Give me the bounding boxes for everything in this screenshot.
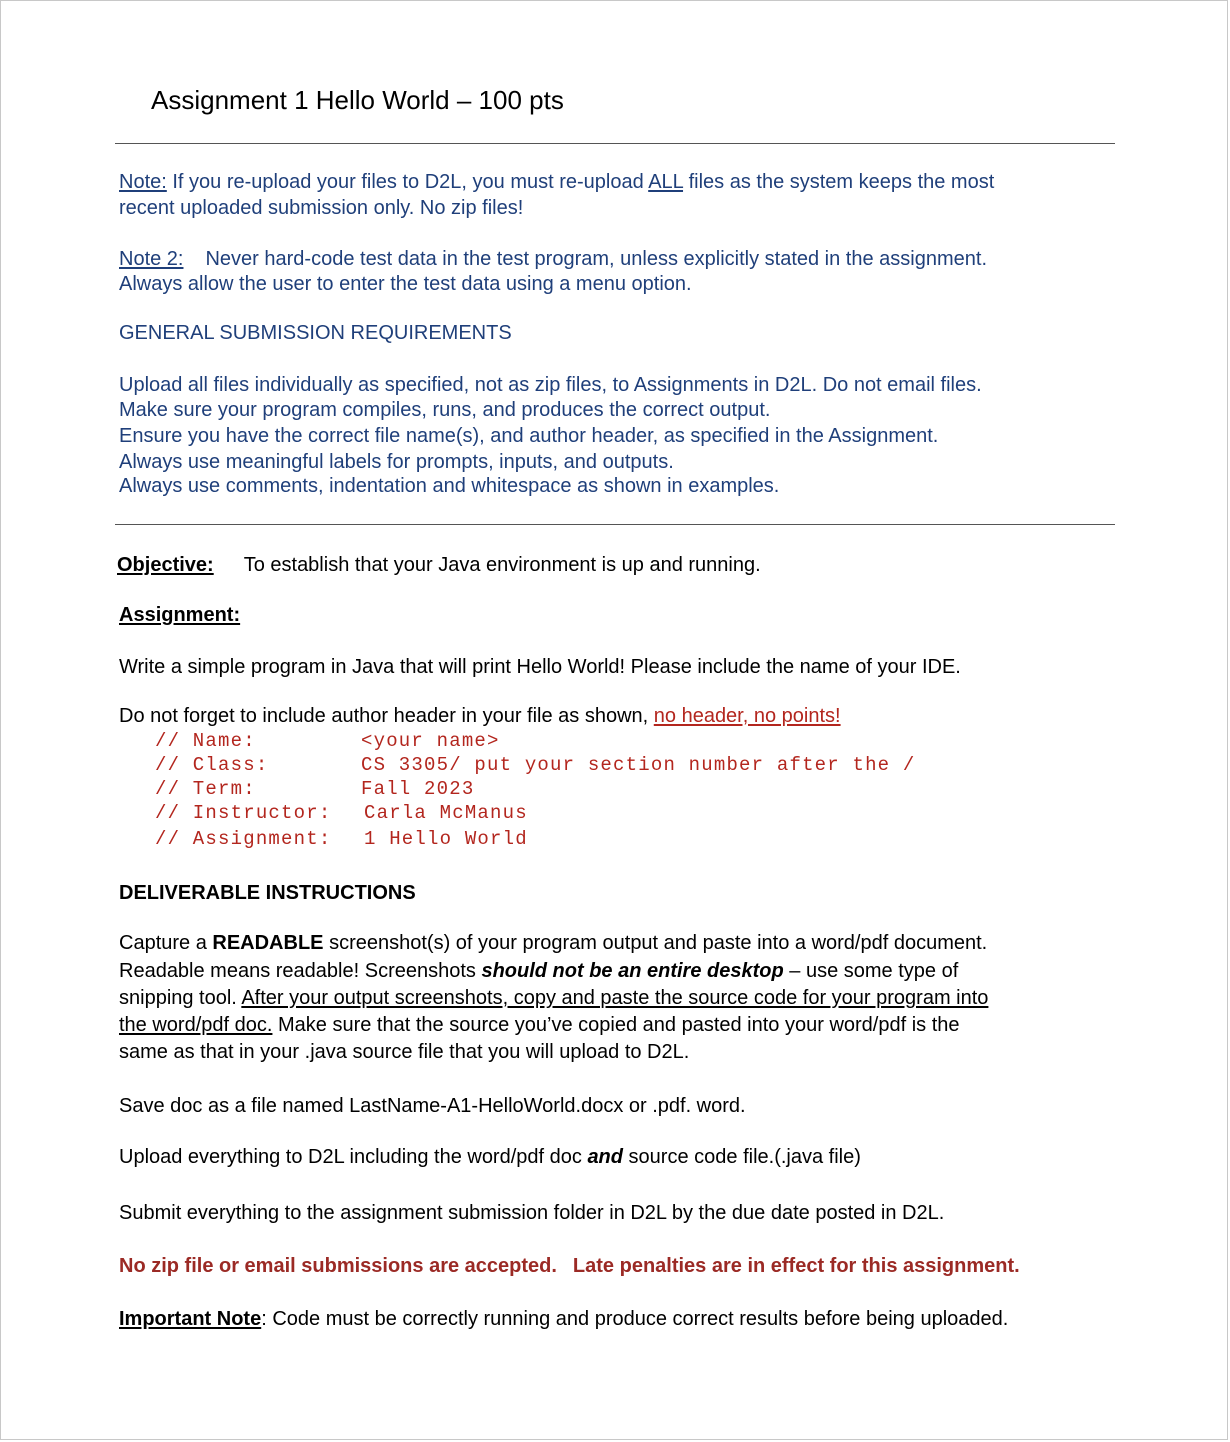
code-value: <your name> [361, 730, 500, 752]
deliverable-text: source code file.(.java file) [623, 1146, 861, 1168]
code-value: Carla McManus [364, 802, 528, 824]
code-line [155, 753, 955, 777]
objective-text: To establish that your Java environment is up and running. [243, 554, 761, 576]
source-code-instruction-end: the word/pdf doc. [119, 1014, 273, 1036]
general-item: Make sure your program compiles, runs, and produces the correct output. [119, 399, 771, 421]
note-2-text: Never hard-code test data in the test program, unless explicitly stated in the assignment. [205, 248, 987, 270]
page-title: Assignment 1 Hello World – 100 pts [151, 85, 564, 115]
deliverable-text: Upload everything to D2L including the word/pdf doc [119, 1146, 588, 1168]
code-key: // Name: [155, 730, 256, 752]
note-2 [119, 247, 987, 272]
objective [117, 552, 761, 579]
important-note [119, 1306, 1008, 1333]
header-warning: no header, no points! [653, 705, 841, 727]
general-item: Ensure you have the correct file name(s), and author header, as specified in the Assignment. [119, 425, 939, 447]
late-penalty-warning: Late penalties are in effect for this assignment. [572, 1255, 1020, 1277]
general-item: Always use meaningful labels for prompts, inputs, and outputs. [119, 451, 674, 473]
upload-instruction [119, 1144, 861, 1171]
note-2-label: Note 2: [119, 248, 184, 270]
source-code-instruction: After your output screenshots, copy and paste the source code for your program into [241, 987, 989, 1009]
note-1-label: Note: [119, 171, 167, 193]
deliverable-text: snipping tool. [119, 987, 242, 1009]
deliverable-heading: DELIVERABLE INSTRUCTIONS [119, 882, 416, 904]
important-note-label: Important Note [119, 1308, 262, 1330]
important-note-text: : Code must be correctly running and produce correct results before being uploaded. [261, 1308, 1009, 1330]
assignment-label: Assignment: [119, 604, 241, 626]
code-line [155, 801, 955, 825]
deliverable-line-4 [119, 1012, 960, 1039]
code-line [155, 729, 955, 753]
deliverable-line-3 [119, 985, 988, 1012]
deliverable-line-1 [119, 930, 987, 957]
readable-emphasis: READABLE [212, 932, 324, 954]
and-emphasis: and [587, 1146, 623, 1168]
save-instruction: Save doc as a file named LastName-A1-HelloWorld.docx or .pdf. word. [119, 1095, 746, 1117]
top-divider [115, 143, 1115, 144]
general-heading: GENERAL SUBMISSION REQUIREMENTS [119, 322, 512, 344]
deliverable-text: Capture a [119, 932, 213, 954]
note-1 [119, 170, 994, 195]
code-key: // Class: [155, 754, 269, 776]
submit-instruction: Submit everything to the assignment submission folder in D2L by the due date posted in D2L. [119, 1202, 945, 1224]
code-value: 1 Hello World [364, 828, 528, 850]
no-zip-warning: No zip file or email submissions are accepted. [119, 1255, 557, 1277]
objective-label: Objective: [117, 554, 214, 576]
note-1-text-b: files as the system keeps the most [683, 171, 995, 193]
code-line [155, 777, 955, 801]
deliverable-line-5: same as that in your .java source file that you will upload to D2L. [119, 1041, 690, 1063]
assignment-text: Write a simple program in Java that will print Hello World! Please include the name of your IDE. [119, 656, 961, 678]
deliverable-text: – use some type of [783, 960, 959, 982]
note-2-line-2: Always allow the user to enter the test data using a menu option. [119, 273, 692, 295]
header-intro [119, 703, 841, 730]
middle-divider [115, 524, 1115, 525]
deliverable-text: Readable means readable! Screenshots [119, 960, 482, 982]
code-key: // Instructor: [155, 802, 332, 824]
note-1-all: ALL [648, 171, 684, 193]
code-value: Fall 2023 [361, 778, 475, 800]
header-intro-text: Do not forget to include author header in your file as shown, [119, 705, 654, 727]
deliverable-line-2 [119, 958, 958, 985]
author-header-code [155, 729, 955, 853]
general-item: Upload all files individually as specified, not as zip files, to Assignments in D2L. Do not email files. [119, 374, 982, 396]
code-line [155, 827, 955, 851]
code-value: CS 3305/ put your section number after the / [361, 754, 916, 776]
note-1-text-a: If you re-upload your files to D2L, you must re-upload [166, 171, 649, 193]
desktop-emphasis: should not be an entire desktop [481, 960, 784, 982]
code-key: // Term: [155, 778, 256, 800]
general-item: Always use comments, indentation and whitespace as shown in examples. [119, 475, 780, 497]
note-1-line-2: recent uploaded submission only. No zip files! [119, 197, 524, 219]
code-key: // Assignment: [155, 828, 332, 850]
deliverable-text: screenshot(s) of your program output and paste into a word/pdf document. [323, 932, 988, 954]
late-policy [119, 1255, 1020, 1278]
deliverable-text: Make sure that the source you’ve copied and pasted into your word/pdf is the [272, 1014, 960, 1036]
